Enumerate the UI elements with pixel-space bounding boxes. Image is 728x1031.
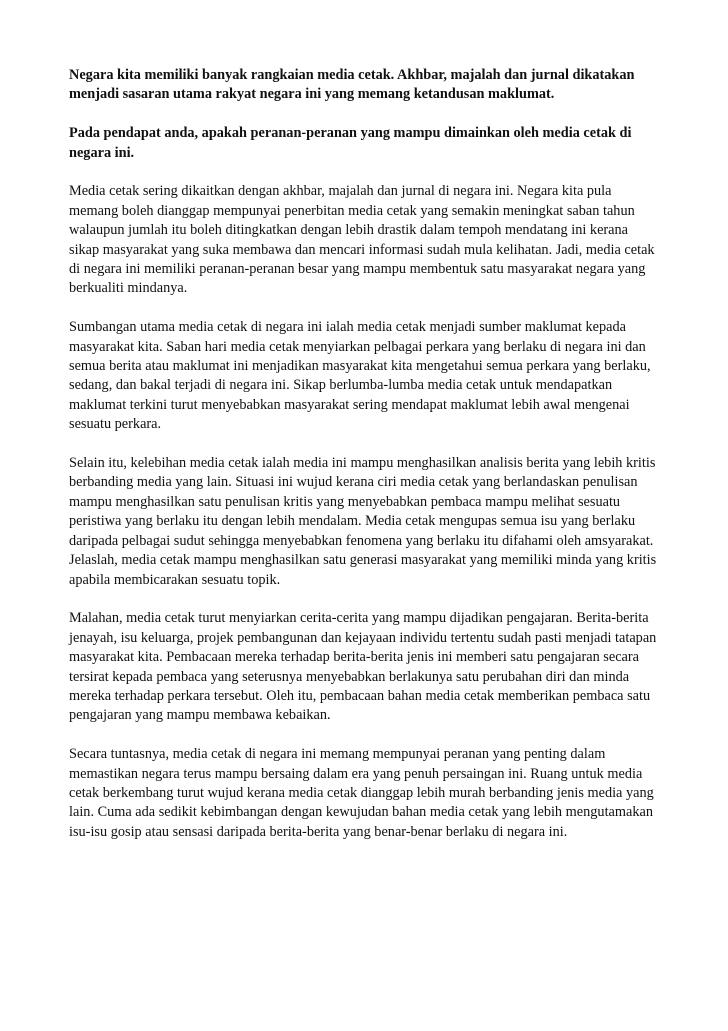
paragraph-critical-analysis: Selain itu, kelebihan media cetak ialah media ini mampu menghasilkan analisis berita yang lebih kritis berbanding media yang lain. Situasi ini wujud kerana ciri media cetak yang berlandaskan penulisan mampu menghasilkan satu penulisan kritis yang menyebabkan pembaca mampu melihat sesuatu peristiwa yang berlaku itu dengan lebih mendalam. Media cetak mengupas semua isu yang berlaku daripada pelbagai sudut sehingga menyebabkan fenomena yang berlaku itu difahami oleh amsyarakat. Jelaslah, media cetak mampu menghasilkan satu generasi masyarakat yang memiliki minda yang kritis apabila membicarakan sesuatu topik.: [69, 455, 657, 588]
question-intro: Negara kita memiliki banyak rangkaian media cetak. Akhbar, majalah dan jurnal dikatakan menjadi sasaran utama rakyat negara ini yang memang ketandusan maklumat.: [69, 67, 635, 103]
essay-question: Pada pendapat anda, apakah peranan-peranan yang mampu dimainkan oleh media cetak di negara ini.: [69, 125, 632, 161]
paragraph-conclusion: Secara tuntasnya, media cetak di negara ini memang mempunyai peranan yang penting dalam memastikan negara terus mampu bersaing dalam era yang penuh persaingan ini. Ruang untuk media cetak berkembang turut wujud kerana media cetak dianggap lebih murah berbanding jenis media yang lain. Cuma ada sedikit kebimbangan dengan kewujudan bahan media cetak yang lebih mengutamakan isu-isu gosip atau sensasi daripada berita-berita yang benar-benar berlaku di negara ini.: [69, 746, 654, 840]
paragraph-information-source: Sumbangan utama media cetak di negara ini ialah media cetak menjadi sumber maklumat kepada masyarakat kita. Saban hari media cetak menyiarkan pelbagai perkara yang berlaku di negara ini dan semua berita atau maklumat ini menjadikan masyarakat kita mengetahui semua perkara yang berlaku, sedang, dan bakal terjadi di negara ini. Sikap berlumba-lumba media cetak untuk mendapatkan maklumat terkini turut menyebabkan masyarakat sering mendapat maklumat lebih awal mengenai sesuatu perkara.: [69, 319, 651, 433]
paragraph-lessons: Malahan, media cetak turut menyiarkan cerita-cerita yang mampu dijadikan pengajaran. Berita-berita jenayah, isu keluarga, projek pembangunan dan kejayaan individu tertentu sudah pasti menjadi tatapan masyarakat kita. Pembacaan mereka terhadap berita-berita jenis ini memberi satu pengajaran secara tersirat kepada pembaca yang seterusnya menyebabkan berlakunya satu perubahan diri dan minda mereka terhadap perkara tersebut. Oleh itu, pembacaan bahan media cetak memberikan pembaca satu pengajaran yang mampu membawa kebaikan.: [69, 610, 657, 724]
paragraph-introduction: Media cetak sering dikaitkan dengan akhbar, majalah dan jurnal di negara ini. Negara kita pula memang boleh dianggap mempunyai penerbitan media cetak yang semakin meningkat saban tahun walaupun jumlah itu boleh ditingkatkan dengan lebih drastik dalam tempoh mendatang ini kerana sikap masyarakat yang suka membawa dan mencari informasi sudah mula kelihatan. Jadi, media cetak di negara ini memiliki peranan-peranan besar yang mampu membentuk satu masyarakat negara yang berkualiti mindanya.: [69, 183, 655, 297]
document-page: [69, 66, 661, 862]
